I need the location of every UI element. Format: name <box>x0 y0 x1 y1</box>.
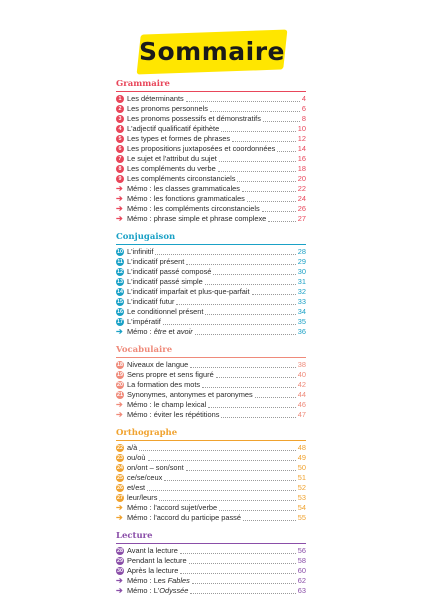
chapter-number-badge <box>116 248 125 256</box>
page-number: 14 <box>297 144 306 153</box>
section-title-vocabulaire: Vocabulaire <box>116 345 306 358</box>
memo-arrow-icon: ➔ <box>116 576 123 585</box>
toc-entry[interactable] <box>116 134 306 144</box>
dot-leader <box>148 454 296 461</box>
arrow-right-icon <box>116 503 125 513</box>
dot-leader <box>180 567 295 574</box>
toc-entry[interactable] <box>116 257 306 267</box>
chapter-number-badge <box>116 557 125 565</box>
arrow-right-icon <box>116 214 125 224</box>
page-number: 56 <box>297 546 306 555</box>
page-number: 29 <box>297 257 306 266</box>
entry-label: Les pronoms possessifs et démonstratifs <box>127 114 261 123</box>
memo-arrow-icon: ➔ <box>116 327 123 336</box>
dot-leader <box>190 587 295 594</box>
section-title-grammaire: Grammaire <box>116 79 306 92</box>
dot-leader <box>202 381 296 388</box>
chapter-number-badge <box>116 258 125 266</box>
page-number: 49 <box>297 453 306 462</box>
dot-leader <box>163 318 296 325</box>
toc-entry[interactable] <box>116 174 306 184</box>
entry-label: Synonymes, antonymes et paronymes <box>127 390 253 399</box>
entry-label: a/à <box>127 443 138 452</box>
arrow-right-icon <box>116 194 125 204</box>
entry-label: Mémo : Les Fables <box>127 576 190 585</box>
entry-label: Les pronoms personnels <box>127 104 208 113</box>
arrow-right-icon <box>116 400 125 410</box>
toc-entry[interactable] <box>116 566 306 576</box>
dot-leader <box>219 155 296 162</box>
page-number: 38 <box>297 360 306 369</box>
chapter-number: 5 <box>116 135 124 143</box>
entry-label: La formation des mots <box>127 380 201 389</box>
chapter-number-badge <box>116 318 125 326</box>
entry-label: Mémo : l'accord du participe passé <box>127 513 241 522</box>
dot-leader <box>180 547 296 554</box>
toc-entry[interactable] <box>116 297 306 307</box>
page-number: 54 <box>297 503 306 512</box>
chapter-number-badge <box>116 567 125 575</box>
arrow-right-icon <box>116 204 125 214</box>
toc-entry[interactable] <box>116 327 306 337</box>
entry-label: Pendant la lecture <box>127 556 187 565</box>
dot-leader <box>164 474 295 481</box>
chapter-number: 4 <box>116 125 124 133</box>
section-vocabulaire <box>116 345 306 420</box>
toc-entry[interactable] <box>116 214 306 224</box>
chapter-number: 22 <box>117 445 123 451</box>
chapter-number-badge <box>116 145 125 153</box>
entry-label: Sens propre et sens figuré <box>127 370 214 379</box>
toc-entry[interactable] <box>116 114 306 124</box>
dot-leader <box>255 391 296 398</box>
chapter-number-badge <box>116 484 125 492</box>
chapter-number: 2 <box>116 105 124 113</box>
dot-leader <box>247 195 296 202</box>
chapter-number: 15 <box>117 299 123 305</box>
memo-arrow-icon: ➔ <box>116 400 123 409</box>
entry-label: L'adjectif qualificatif épithète <box>127 124 220 133</box>
dot-leader <box>221 125 296 132</box>
entry-label: Les propositions juxtaposées et coordonnées <box>127 144 276 153</box>
page-number: 6 <box>301 104 306 113</box>
toc-entry[interactable] <box>116 204 306 214</box>
toc-entry[interactable] <box>116 503 306 513</box>
entry-label: Mémo : les fonctions grammaticales <box>127 194 245 203</box>
dot-leader <box>268 215 296 222</box>
entry-label: leur/leurs <box>127 493 158 502</box>
arrow-right-icon <box>116 586 125 596</box>
page-number: 32 <box>297 287 306 296</box>
chapter-number: 16 <box>117 309 123 315</box>
chapter-number-badge <box>116 278 125 286</box>
page-title: Sommaire <box>138 37 285 66</box>
page-number: 26 <box>297 204 306 213</box>
page-number: 50 <box>297 463 306 472</box>
dot-leader <box>237 175 295 182</box>
chapter-number-badge <box>116 165 125 173</box>
chapter-number: 12 <box>117 269 123 275</box>
dot-leader <box>213 268 295 275</box>
chapter-number-badge <box>116 105 125 113</box>
entry-label: L'indicatif futur <box>127 297 175 306</box>
chapter-number: 19 <box>117 372 123 378</box>
page-number: 4 <box>301 94 306 103</box>
chapter-number: 29 <box>117 558 123 564</box>
toc-entry[interactable] <box>116 390 306 400</box>
dot-leader <box>263 115 300 122</box>
toc-entry[interactable] <box>116 277 306 287</box>
page-number: 35 <box>297 317 306 326</box>
dot-leader <box>159 494 295 501</box>
toc-entry[interactable] <box>116 473 306 483</box>
chapter-number: 25 <box>117 475 123 481</box>
chapter-number: 3 <box>116 115 124 123</box>
toc-entry[interactable] <box>116 104 306 114</box>
dot-leader <box>208 401 295 408</box>
page-number: 42 <box>297 380 306 389</box>
chapter-number-badge <box>116 298 125 306</box>
toc-entry[interactable] <box>116 154 306 164</box>
entry-label: Mémo : le champ lexical <box>127 400 207 409</box>
entry-label: Les types et formes de phrases <box>127 134 231 143</box>
section-title-conjugaison: Conjugaison <box>116 232 306 245</box>
dot-leader <box>155 248 295 255</box>
arrow-right-icon <box>116 410 125 420</box>
page-number: 30 <box>297 267 306 276</box>
chapter-number-badge <box>116 115 125 123</box>
dot-leader <box>205 308 295 315</box>
chapter-number: 6 <box>116 145 124 153</box>
chapter-number: 27 <box>117 495 123 501</box>
dot-leader <box>219 504 296 511</box>
toc-entry[interactable] <box>116 493 306 503</box>
chapter-number: 18 <box>117 362 123 368</box>
dot-leader <box>242 185 296 192</box>
page-number: 18 <box>297 164 306 173</box>
entry-label: L'indicatif passé composé <box>127 267 212 276</box>
toc-entry[interactable] <box>116 307 306 317</box>
toc-entry[interactable] <box>116 586 306 596</box>
dot-leader <box>192 577 296 584</box>
arrow-right-icon <box>116 184 125 194</box>
toc-entry[interactable] <box>116 360 306 370</box>
arrow-right-icon <box>116 513 125 523</box>
page-number: 28 <box>297 247 306 256</box>
entry-label: Les compléments circonstanciels <box>127 174 236 183</box>
toc-entry[interactable] <box>116 410 306 420</box>
chapter-number-badge <box>116 494 125 502</box>
page-number: 31 <box>297 277 306 286</box>
memo-arrow-icon: ➔ <box>116 410 123 419</box>
entry-label: Le conditionnel présent <box>127 307 204 316</box>
section-grammaire <box>116 79 306 224</box>
dot-leader <box>218 165 296 172</box>
toc-entry[interactable] <box>116 94 306 104</box>
dot-leader <box>210 105 300 112</box>
chapter-number-badge <box>116 474 125 482</box>
section-orthographe <box>116 428 306 523</box>
dot-leader <box>221 411 295 418</box>
entry-label: Après la lecture <box>127 566 179 575</box>
memo-arrow-icon: ➔ <box>116 184 123 193</box>
page-number: 60 <box>297 566 306 575</box>
chapter-number-badge <box>116 371 125 379</box>
chapter-number: 28 <box>117 548 123 554</box>
toc-entry[interactable] <box>116 144 306 154</box>
entry-label: Avant la lecture <box>127 546 178 555</box>
toc-entry[interactable] <box>116 317 306 327</box>
page-number: 44 <box>297 390 306 399</box>
dot-leader <box>262 205 296 212</box>
chapter-number: 9 <box>116 175 124 183</box>
entry-label: Mémo : phrase simple et phrase complexe <box>127 214 267 223</box>
toc-entry[interactable] <box>116 124 306 134</box>
toc-entry[interactable] <box>116 463 306 473</box>
entry-label: on/ont – son/sont <box>127 463 184 472</box>
chapter-number-badge <box>116 547 125 555</box>
entry-label: et/est <box>127 483 146 492</box>
toc-entry[interactable] <box>116 546 306 556</box>
title-banner <box>0 32 424 76</box>
dot-leader <box>186 258 295 265</box>
dot-leader <box>176 298 295 305</box>
memo-arrow-icon: ➔ <box>116 513 123 522</box>
toc-entry[interactable] <box>116 370 306 380</box>
dot-leader <box>277 145 295 152</box>
toc-entry[interactable] <box>116 184 306 194</box>
page-number: 58 <box>297 556 306 565</box>
arrow-right-icon <box>116 576 125 586</box>
page-number: 48 <box>297 443 306 452</box>
chapter-number-badge <box>116 308 125 316</box>
page-number: 51 <box>297 473 306 482</box>
entry-label: Mémo : éviter les répétitions <box>127 410 220 419</box>
chapter-number-badge <box>116 95 125 103</box>
entry-label: Niveaux de langue <box>127 360 189 369</box>
toc-entry[interactable] <box>116 443 306 453</box>
entry-label: Mémo : l'accord sujet/verbe <box>127 503 218 512</box>
chapter-number-badge <box>116 361 125 369</box>
page-number: 52 <box>297 483 306 492</box>
entry-label: L'infinitif <box>127 247 154 256</box>
page-number: 53 <box>297 493 306 502</box>
section-lecture <box>116 531 306 596</box>
toc-entry[interactable] <box>116 267 306 277</box>
chapter-number-badge <box>116 444 125 452</box>
table-of-contents <box>116 79 306 604</box>
entry-label: Mémo : L'Odyssée <box>127 586 189 595</box>
dot-leader <box>186 464 296 471</box>
dot-leader <box>189 557 296 564</box>
entry-label: L'impératif <box>127 317 161 326</box>
chapter-number: 14 <box>117 289 123 295</box>
chapter-number-badge <box>116 175 125 183</box>
entry-label: Mémo : être et avoir <box>127 327 193 336</box>
dot-leader <box>139 444 295 451</box>
memo-arrow-icon: ➔ <box>116 194 123 203</box>
chapter-number-badge <box>116 464 125 472</box>
entry-label: Les déterminants <box>127 94 184 103</box>
entry-label: ce/se/ceux <box>127 473 163 482</box>
dot-leader <box>205 278 296 285</box>
chapter-number: 30 <box>117 568 123 574</box>
memo-arrow-icon: ➔ <box>116 586 123 595</box>
chapter-number: 26 <box>117 485 123 491</box>
toc-entry[interactable] <box>116 247 306 257</box>
toc-entry[interactable] <box>116 400 306 410</box>
toc-entry[interactable] <box>116 576 306 586</box>
page-number: 16 <box>297 154 306 163</box>
toc-entry[interactable] <box>116 556 306 566</box>
entry-label: L'indicatif présent <box>127 257 185 266</box>
entry-label: L'indicatif imparfait et plus-que-parfait <box>127 287 250 296</box>
dot-leader <box>147 484 296 491</box>
dot-leader <box>232 135 296 142</box>
chapter-number-badge <box>116 155 125 163</box>
page-number: 20 <box>297 174 306 183</box>
chapter-number: 10 <box>117 249 123 255</box>
section-title-lecture: Lecture <box>116 531 306 544</box>
toc-entry[interactable] <box>116 380 306 390</box>
dot-leader <box>252 288 296 295</box>
entry-label: L'indicatif passé simple <box>127 277 203 286</box>
chapter-number-badge <box>116 454 125 462</box>
toc-entry[interactable] <box>116 194 306 204</box>
chapter-number: 23 <box>117 455 123 461</box>
chapter-number-badge <box>116 268 125 276</box>
chapter-number: 11 <box>117 259 123 265</box>
entry-label: Les compléments du verbe <box>127 164 216 173</box>
page-number: 12 <box>297 134 306 143</box>
chapter-number-badge <box>116 391 125 399</box>
page-number: 47 <box>297 410 306 419</box>
entry-label: Le sujet et l'attribut du sujet <box>127 154 217 163</box>
page-number: 8 <box>301 114 306 123</box>
chapter-number: 24 <box>117 465 123 471</box>
toc-entry[interactable] <box>116 453 306 463</box>
page-number: 10 <box>297 124 306 133</box>
toc-entry[interactable] <box>116 483 306 493</box>
page-number: 22 <box>297 184 306 193</box>
chapter-number: 8 <box>116 165 124 173</box>
memo-arrow-icon: ➔ <box>116 214 123 223</box>
page-number: 62 <box>297 576 306 585</box>
section-conjugaison <box>116 232 306 337</box>
toc-entry[interactable] <box>116 287 306 297</box>
chapter-number: 1 <box>116 95 124 103</box>
page-number: 27 <box>297 214 306 223</box>
page-number: 46 <box>297 400 306 409</box>
arrow-right-icon <box>116 327 125 337</box>
page-number: 40 <box>297 370 306 379</box>
dot-leader <box>186 95 300 102</box>
dot-leader <box>243 514 296 521</box>
chapter-number: 21 <box>117 392 123 398</box>
entry-label: Mémo : les classes grammaticales <box>127 184 240 193</box>
chapter-number: 20 <box>117 382 123 388</box>
memo-arrow-icon: ➔ <box>116 503 123 512</box>
chapter-number-badge <box>116 288 125 296</box>
chapter-number-badge <box>116 381 125 389</box>
page-number: 36 <box>297 327 306 336</box>
chapter-number: 13 <box>117 279 123 285</box>
dot-leader <box>190 361 296 368</box>
entry-label: ou/où <box>127 453 146 462</box>
memo-arrow-icon: ➔ <box>116 204 123 213</box>
section-title-orthographe: Orthographe <box>116 428 306 441</box>
page-number: 55 <box>297 513 306 522</box>
dot-leader <box>216 371 296 378</box>
chapter-number: 17 <box>117 319 123 325</box>
chapter-number-badge <box>116 125 125 133</box>
entry-label: Mémo : les compléments circonstanciels <box>127 204 260 213</box>
page-number: 63 <box>297 586 306 595</box>
page-number: 34 <box>297 307 306 316</box>
toc-entry[interactable] <box>116 164 306 174</box>
page-number: 24 <box>297 194 306 203</box>
toc-entry[interactable] <box>116 513 306 523</box>
chapter-number-badge <box>116 135 125 143</box>
page-number: 33 <box>297 297 306 306</box>
chapter-number: 7 <box>116 155 124 163</box>
dot-leader <box>195 328 296 335</box>
